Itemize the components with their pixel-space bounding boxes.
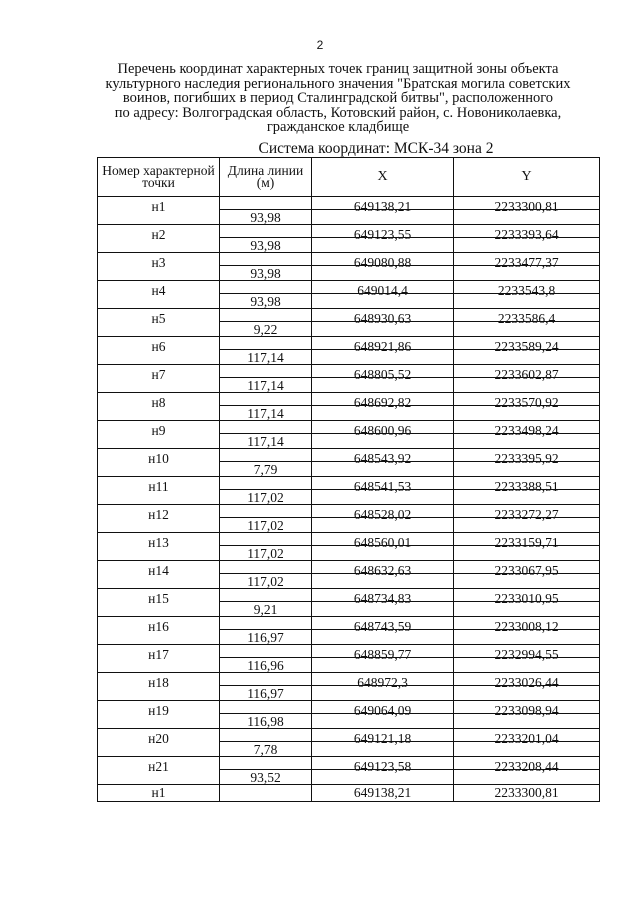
- x-cell: [312, 505, 454, 533]
- line-length: 116,97: [247, 630, 284, 645]
- x-coordinate: 648692,82: [353, 395, 412, 410]
- point-number: н9: [151, 423, 166, 438]
- row-divider: [454, 517, 599, 518]
- y-coordinate: 2233586,4: [497, 311, 556, 326]
- line-length: 117,14: [247, 406, 284, 421]
- x-coordinate: 649064,09: [353, 703, 412, 718]
- row-divider: [312, 517, 453, 518]
- point-number: н12: [148, 507, 169, 522]
- y-cell: [454, 673, 600, 701]
- point-cell: [98, 393, 220, 421]
- table-row: [98, 337, 600, 365]
- y-coordinate: 2232994,55: [494, 647, 559, 662]
- y-cell: [454, 729, 600, 757]
- length-cell: [220, 225, 312, 253]
- length-cell: [220, 757, 312, 785]
- y-coordinate: 2233388,51: [494, 479, 559, 494]
- y-cell: [454, 617, 600, 645]
- row-divider: [312, 545, 453, 546]
- table-row: [98, 197, 600, 225]
- row-divider: [312, 489, 453, 490]
- row-divider: [312, 629, 453, 630]
- row-divider: [312, 601, 453, 602]
- point-number: н2: [151, 227, 166, 242]
- y-coordinate: 2233589,24: [494, 339, 559, 354]
- y-cell: [454, 281, 600, 309]
- point-cell: [98, 449, 220, 477]
- point-cell: [98, 701, 220, 729]
- x-cell: [312, 393, 454, 421]
- y-cell: [454, 589, 600, 617]
- y-coordinate: 2233067,95: [494, 563, 559, 578]
- table-row: [98, 365, 600, 393]
- table-row: [98, 673, 600, 701]
- y-cell: [454, 533, 600, 561]
- row-divider: [454, 433, 599, 434]
- line-length: 7,78: [253, 742, 278, 757]
- row-divider: [454, 377, 599, 378]
- table-row: [98, 477, 600, 505]
- x-coordinate: 648743,59: [353, 619, 412, 634]
- point-number: н16: [148, 619, 169, 634]
- title-line: гражданское кладбище: [266, 119, 410, 135]
- x-coordinate: 649014,4: [357, 283, 408, 298]
- x-cell: [312, 561, 454, 589]
- x-coordinate: 648528,02: [353, 507, 412, 522]
- row-divider: [312, 377, 453, 378]
- point-cell: [98, 757, 220, 785]
- table-row: [98, 729, 600, 757]
- row-divider: [312, 433, 453, 434]
- length-cell: [220, 505, 312, 533]
- length-cell: [220, 645, 312, 673]
- length-cell: [220, 477, 312, 505]
- length-cell: [220, 365, 312, 393]
- line-length: 116,96: [247, 658, 284, 673]
- row-divider: [454, 265, 599, 266]
- line-length: 93,98: [250, 266, 281, 281]
- row-divider: [312, 685, 453, 686]
- y-coordinate: 2233159,71: [494, 535, 559, 550]
- length-cell: [220, 617, 312, 645]
- header-x: X: [312, 158, 454, 197]
- point-cell: [98, 561, 220, 589]
- y-coordinate: 2233477,37: [494, 255, 559, 270]
- line-length: 117,02: [247, 546, 284, 561]
- y-cell: [454, 309, 600, 337]
- point-number: н4: [151, 283, 166, 298]
- x-cell: [312, 337, 454, 365]
- point-cell: [98, 645, 220, 673]
- row-divider: [312, 657, 453, 658]
- row-divider: [454, 293, 599, 294]
- y-coordinate: 2233498,24: [494, 423, 559, 438]
- row-divider: [312, 741, 453, 742]
- row-divider: [454, 209, 599, 210]
- coordinate-system-caption: Система координат: МСК-34 зона 2: [258, 140, 494, 157]
- x-cell: [312, 477, 454, 505]
- x-cell: [312, 421, 454, 449]
- point-number: н6: [151, 339, 166, 354]
- y-cell: [454, 757, 600, 785]
- length-cell: [220, 281, 312, 309]
- point-number: н1: [151, 199, 166, 214]
- row-divider: [454, 657, 599, 658]
- row-divider: [312, 265, 453, 266]
- x-cell: [312, 365, 454, 393]
- header-point-number: Номер характерной точки: [98, 158, 220, 197]
- point-number: н7: [151, 367, 166, 382]
- length-cell: [220, 197, 312, 225]
- y-cell: [454, 253, 600, 281]
- row-divider: [454, 769, 599, 770]
- line-length: 9,22: [253, 322, 278, 337]
- point-number: н18: [148, 675, 169, 690]
- y-coordinate: 2233008,12: [494, 619, 559, 634]
- table-row: [98, 617, 600, 645]
- point-cell: [98, 617, 220, 645]
- y-cell: [454, 701, 600, 729]
- title-line: воинов, погибших в период Сталинградской битвы", расположенного: [122, 90, 554, 106]
- point-number: н21: [148, 759, 169, 774]
- row-divider: [454, 405, 599, 406]
- row-divider: [312, 713, 453, 714]
- x-coordinate: 649138,21: [353, 785, 412, 800]
- y-coordinate: 2233300,81: [494, 199, 559, 214]
- x-coordinate: 649123,58: [353, 759, 412, 774]
- table-row: [98, 757, 600, 785]
- table-row: [98, 449, 600, 477]
- line-length: 7,79: [253, 462, 278, 477]
- y-coordinate: 2233201,04: [494, 731, 559, 746]
- header-y: Y: [454, 158, 600, 197]
- row-divider: [312, 573, 453, 574]
- x-cell: [312, 281, 454, 309]
- row-divider: [454, 741, 599, 742]
- x-cell: [312, 449, 454, 477]
- row-divider: [454, 685, 599, 686]
- length-cell: [220, 785, 312, 802]
- length-cell: [220, 393, 312, 421]
- row-divider: [454, 601, 599, 602]
- row-divider: [312, 461, 453, 462]
- y-coordinate: 2233010,95: [494, 591, 559, 606]
- row-divider: [454, 573, 599, 574]
- length-cell: [220, 253, 312, 281]
- point-cell: [98, 785, 220, 802]
- table-row: [98, 645, 600, 673]
- row-divider: [312, 769, 453, 770]
- point-number: н11: [148, 479, 169, 494]
- point-cell: [98, 281, 220, 309]
- row-divider: [312, 321, 453, 322]
- y-cell: [454, 785, 600, 802]
- document-title: [88, 62, 588, 135]
- x-coordinate: 648543,92: [353, 451, 412, 466]
- point-number: н1: [151, 785, 166, 800]
- y-cell: [454, 561, 600, 589]
- length-cell: [220, 729, 312, 757]
- y-coordinate: 2233300,81: [494, 785, 559, 800]
- line-length: 117,02: [247, 490, 284, 505]
- x-coordinate: 648560,01: [353, 535, 412, 550]
- length-cell: [220, 589, 312, 617]
- y-coordinate: 2233393,64: [494, 227, 559, 242]
- point-cell: [98, 589, 220, 617]
- y-cell: [454, 421, 600, 449]
- point-number: н14: [148, 563, 169, 578]
- x-coordinate: 648859,77: [353, 647, 412, 662]
- point-number: н5: [151, 311, 166, 326]
- x-cell: [312, 589, 454, 617]
- x-coordinate: 648972,3: [357, 675, 408, 690]
- table-row: [98, 253, 600, 281]
- row-divider: [312, 405, 453, 406]
- y-cell: [454, 505, 600, 533]
- y-coordinate: 2233395,92: [494, 451, 559, 466]
- point-number: н19: [148, 703, 169, 718]
- table-row: [98, 421, 600, 449]
- table-row: [98, 309, 600, 337]
- length-cell: [220, 449, 312, 477]
- title-line: по адресу: Волгоградская область, Котовский район, с. Новониколаевка,: [114, 104, 562, 121]
- y-coordinate: 2233602,87: [494, 367, 559, 382]
- row-divider: [454, 321, 599, 322]
- point-number: н17: [148, 647, 169, 662]
- y-cell: [454, 337, 600, 365]
- point-cell: [98, 505, 220, 533]
- y-coordinate: 2233098,94: [494, 703, 559, 718]
- point-cell: [98, 365, 220, 393]
- point-cell: [98, 421, 220, 449]
- x-coordinate: 649080,88: [353, 255, 412, 270]
- x-coordinate: 649138,21: [353, 199, 412, 214]
- y-coordinate: 2233543,8: [497, 283, 556, 298]
- line-length: 117,14: [247, 350, 284, 365]
- point-number: н15: [148, 591, 169, 606]
- length-cell: [220, 337, 312, 365]
- length-cell: [220, 673, 312, 701]
- y-cell: [454, 477, 600, 505]
- row-divider: [312, 209, 453, 210]
- y-cell: [454, 393, 600, 421]
- x-cell: [312, 701, 454, 729]
- line-length: 117,02: [247, 574, 284, 589]
- point-cell: [98, 533, 220, 561]
- table-row: [98, 701, 600, 729]
- x-coordinate: 648921,86: [353, 339, 412, 354]
- x-coordinate: 649121,18: [353, 731, 412, 746]
- x-coordinate: 649123,55: [353, 227, 412, 242]
- y-cell: [454, 645, 600, 673]
- table-row: [98, 785, 600, 802]
- x-coordinate: 648632,63: [353, 563, 412, 578]
- table-row: [98, 281, 600, 309]
- row-divider: [312, 349, 453, 350]
- title-line: культурного наследия регионального значения "Братская могила советских: [105, 75, 571, 92]
- table-row: [98, 393, 600, 421]
- x-coordinate: 648541,53: [353, 479, 412, 494]
- row-divider: [454, 545, 599, 546]
- row-divider: [454, 713, 599, 714]
- line-length: 93,52: [250, 770, 281, 785]
- point-cell: [98, 253, 220, 281]
- point-number: н8: [151, 395, 166, 410]
- y-cell: [454, 197, 600, 225]
- x-cell: [312, 757, 454, 785]
- point-cell: [98, 337, 220, 365]
- row-divider: [312, 237, 453, 238]
- y-cell: [454, 365, 600, 393]
- line-length: 117,02: [247, 518, 284, 533]
- x-cell: [312, 253, 454, 281]
- x-coordinate: 648600,96: [353, 423, 412, 438]
- y-coordinate: 2233208,44: [494, 759, 559, 774]
- line-length: 93,98: [250, 294, 281, 309]
- title-line: Перечень координат характерных точек границ защитной зоны объекта: [117, 61, 559, 77]
- length-cell: [220, 701, 312, 729]
- row-divider: [454, 349, 599, 350]
- table-row: [98, 505, 600, 533]
- line-length: 93,98: [250, 238, 281, 253]
- row-divider: [454, 461, 599, 462]
- line-length: 116,98: [247, 714, 284, 729]
- point-number: н3: [151, 255, 166, 270]
- x-coordinate: 648734,83: [353, 591, 412, 606]
- row-divider: [312, 293, 453, 294]
- x-coordinate: 648930,63: [353, 311, 412, 326]
- coordinates-table: [97, 157, 600, 802]
- y-coordinate: 2233026,44: [494, 675, 559, 690]
- point-number: н20: [148, 731, 169, 746]
- x-cell: [312, 673, 454, 701]
- point-cell: [98, 729, 220, 757]
- y-coordinate: 2233272,27: [494, 507, 559, 522]
- x-cell: [312, 197, 454, 225]
- x-cell: [312, 309, 454, 337]
- line-length: 117,14: [247, 378, 284, 393]
- x-cell: [312, 617, 454, 645]
- point-number: н13: [148, 535, 169, 550]
- x-cell: [312, 785, 454, 802]
- page-number: 2: [316, 38, 324, 52]
- y-cell: [454, 449, 600, 477]
- header-line-length: Длина линии (м): [220, 158, 312, 197]
- x-coordinate: 648805,52: [353, 367, 412, 382]
- row-divider: [454, 489, 599, 490]
- length-cell: [220, 561, 312, 589]
- point-cell: [98, 197, 220, 225]
- table-row: [98, 225, 600, 253]
- line-length: 116,97: [247, 686, 284, 701]
- line-length: 9,21: [253, 602, 278, 617]
- x-cell: [312, 645, 454, 673]
- table-row: [98, 589, 600, 617]
- x-cell: [312, 225, 454, 253]
- length-cell: [220, 533, 312, 561]
- line-length: 117,14: [247, 434, 284, 449]
- y-coordinate: 2233570,92: [494, 395, 559, 410]
- length-cell: [220, 421, 312, 449]
- table-row: [98, 561, 600, 589]
- row-divider: [454, 629, 599, 630]
- point-cell: [98, 673, 220, 701]
- line-length: 93,98: [250, 210, 281, 225]
- point-number: н10: [148, 451, 169, 466]
- table-header-row: [98, 158, 600, 197]
- x-cell: [312, 533, 454, 561]
- table-body: [98, 197, 600, 802]
- point-cell: [98, 309, 220, 337]
- x-cell: [312, 729, 454, 757]
- table-row: [98, 533, 600, 561]
- y-cell: [454, 225, 600, 253]
- row-divider: [454, 237, 599, 238]
- length-cell: [220, 309, 312, 337]
- point-cell: [98, 225, 220, 253]
- point-cell: [98, 477, 220, 505]
